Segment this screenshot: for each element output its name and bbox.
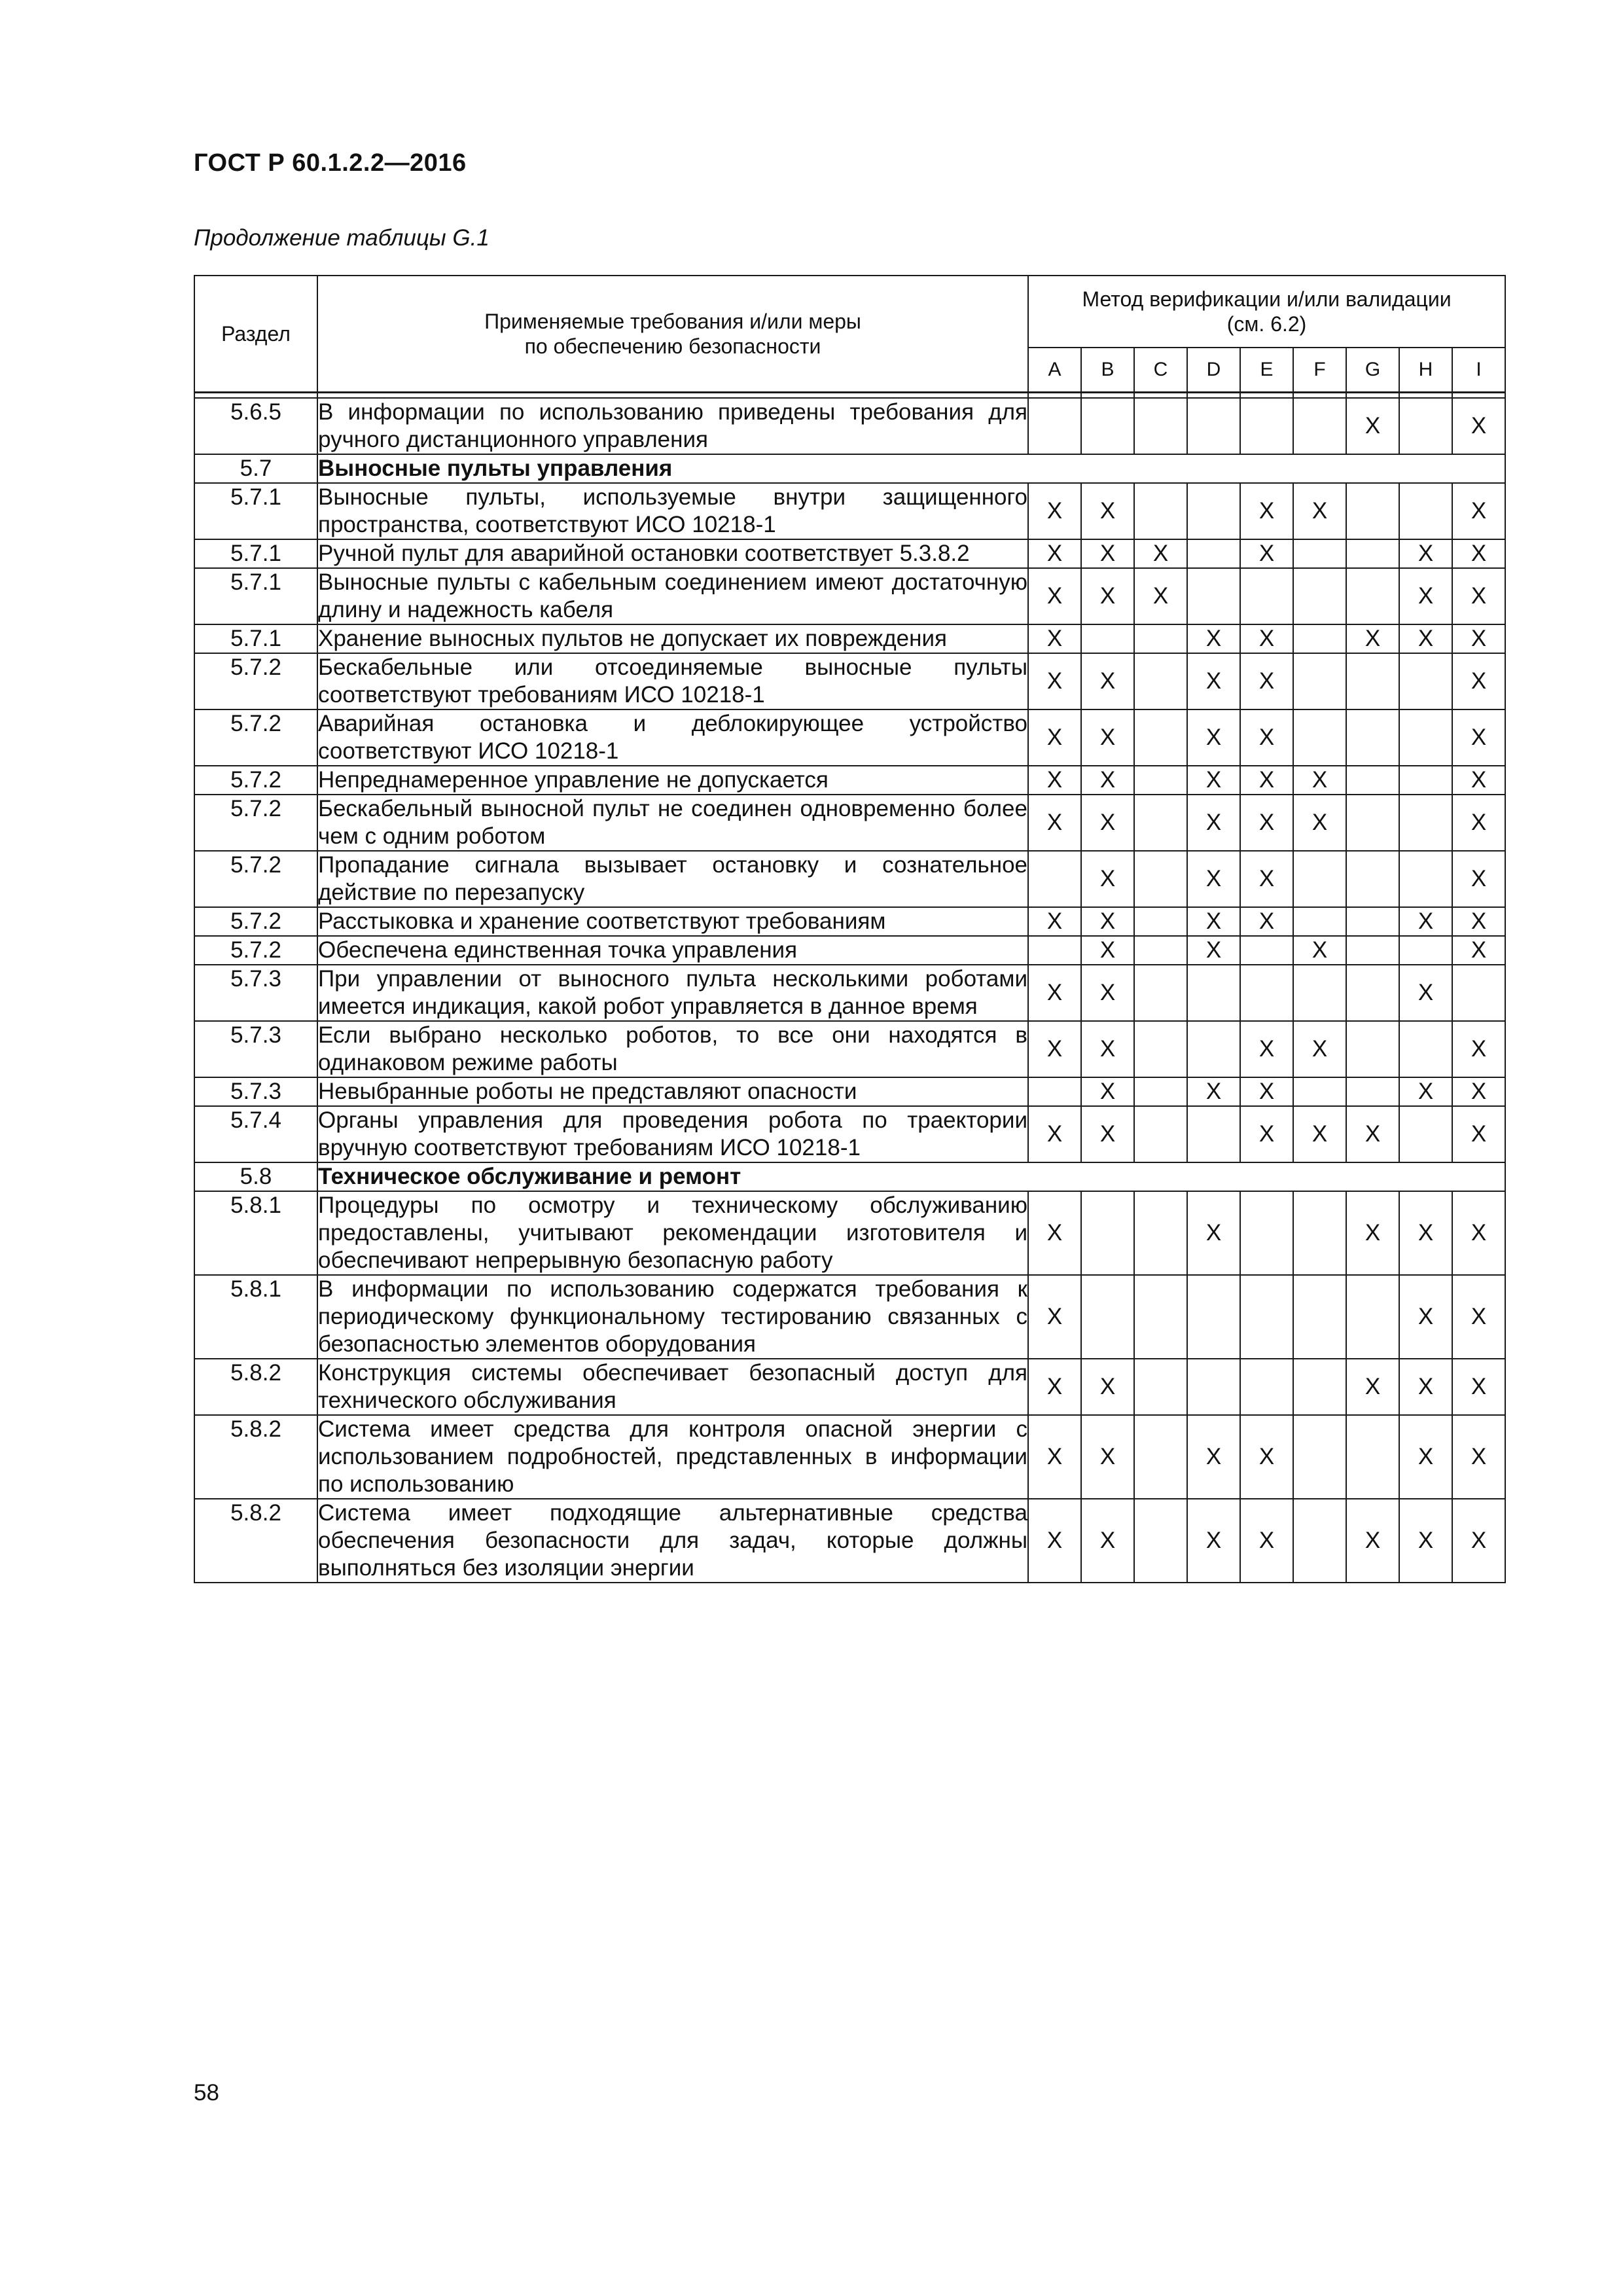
method-mark — [1134, 398, 1187, 454]
method-mark: X — [1452, 1191, 1505, 1275]
requirement-text: Расстыковка и хранение соответствуют требованиям — [317, 907, 1028, 936]
table-row — [194, 1021, 1505, 1077]
method-mark: X — [1187, 1077, 1240, 1106]
requirement-text: Бескабельные или отсоединяемые выносные пульты соответствуют требованиям ИСО 10218-1 — [317, 653, 1028, 709]
method-mark — [1293, 539, 1346, 568]
table-row — [194, 965, 1505, 1021]
method-mark — [1240, 398, 1293, 454]
method-mark — [1187, 1106, 1240, 1162]
method-mark: X — [1452, 624, 1505, 653]
method-mark — [1134, 1275, 1187, 1359]
method-mark: X — [1081, 1021, 1134, 1077]
method-mark — [1399, 709, 1452, 766]
method-mark — [1293, 398, 1346, 454]
method-mark: X — [1028, 965, 1081, 1021]
section-number: 5.7 — [194, 454, 317, 483]
header-method — [1028, 276, 1505, 348]
method-mark: X — [1028, 1191, 1081, 1275]
method-mark — [1134, 1359, 1187, 1415]
method-mark — [1134, 907, 1187, 936]
method-mark: X — [1399, 965, 1452, 1021]
method-mark — [1134, 1106, 1187, 1162]
section-number: 5.7.2 — [194, 653, 317, 709]
method-mark: X — [1134, 568, 1187, 624]
method-mark — [1028, 1077, 1081, 1106]
section-number: 5.7.4 — [194, 1106, 317, 1162]
method-mark: X — [1452, 653, 1505, 709]
method-letter: B — [1081, 348, 1134, 393]
method-mark — [1081, 1275, 1134, 1359]
method-mark: X — [1293, 766, 1346, 795]
method-mark: X — [1134, 539, 1187, 568]
method-mark — [1346, 965, 1399, 1021]
section-number: 5.6.5 — [194, 398, 317, 454]
table-row — [194, 1499, 1505, 1583]
method-mark — [1187, 1275, 1240, 1359]
table-body — [194, 398, 1505, 1583]
page-number: 58 — [194, 2080, 219, 2106]
section-number: 5.7.2 — [194, 795, 317, 851]
table-row — [194, 653, 1505, 709]
method-mark — [1293, 568, 1346, 624]
method-mark: X — [1187, 624, 1240, 653]
method-mark: X — [1293, 1106, 1346, 1162]
method-mark: X — [1028, 653, 1081, 709]
header-separator — [194, 393, 1505, 399]
method-mark — [1081, 624, 1134, 653]
method-mark — [1346, 1021, 1399, 1077]
table-row — [194, 1077, 1505, 1106]
method-mark: X — [1081, 1415, 1134, 1499]
method-mark: X — [1293, 936, 1346, 965]
method-mark: X — [1081, 539, 1134, 568]
header-requirements-line2: по обеспечению безопасности — [524, 334, 821, 358]
method-mark: X — [1452, 709, 1505, 766]
table-row — [194, 1275, 1505, 1359]
method-mark: X — [1081, 1077, 1134, 1106]
method-mark: X — [1081, 483, 1134, 539]
method-mark — [1346, 709, 1399, 766]
table-row — [194, 539, 1505, 568]
method-mark: X — [1028, 1359, 1081, 1415]
method-mark: X — [1240, 1499, 1293, 1583]
method-mark: X — [1081, 653, 1134, 709]
method-mark — [1240, 1359, 1293, 1415]
method-mark: X — [1452, 1106, 1505, 1162]
method-mark: X — [1081, 1106, 1134, 1162]
method-mark — [1399, 1021, 1452, 1077]
method-mark — [1293, 965, 1346, 1021]
method-mark — [1134, 1191, 1187, 1275]
method-mark: X — [1293, 1021, 1346, 1077]
method-mark: X — [1028, 1021, 1081, 1077]
method-mark: X — [1081, 795, 1134, 851]
section-number: 5.7.2 — [194, 709, 317, 766]
method-mark: X — [1240, 709, 1293, 766]
requirement-text: Если выбрано несколько роботов, то все они находятся в одинаковом режиме работы — [317, 1021, 1028, 1077]
method-mark — [1293, 907, 1346, 936]
method-mark — [1240, 1275, 1293, 1359]
method-mark: X — [1399, 539, 1452, 568]
method-mark — [1134, 1021, 1187, 1077]
method-mark — [1240, 568, 1293, 624]
verification-table — [194, 275, 1506, 1583]
method-mark — [1346, 653, 1399, 709]
method-mark: X — [1346, 1191, 1399, 1275]
section-number: 5.7.2 — [194, 766, 317, 795]
method-mark — [1293, 1191, 1346, 1275]
method-mark — [1134, 936, 1187, 965]
method-mark — [1187, 483, 1240, 539]
table-section-heading-row — [194, 1162, 1505, 1191]
method-mark — [1081, 1191, 1134, 1275]
method-mark: X — [1240, 1021, 1293, 1077]
method-mark — [1346, 795, 1399, 851]
method-mark — [1293, 1359, 1346, 1415]
method-mark — [1293, 709, 1346, 766]
method-mark — [1293, 1077, 1346, 1106]
method-mark — [1028, 398, 1081, 454]
table-row — [194, 907, 1505, 936]
method-mark — [1346, 1275, 1399, 1359]
method-mark — [1293, 851, 1346, 907]
method-mark: X — [1293, 795, 1346, 851]
method-mark: X — [1187, 907, 1240, 936]
requirement-text: Ручной пульт для аварийной остановки соответствует 5.3.8.2 — [317, 539, 1028, 568]
method-mark — [1399, 1106, 1452, 1162]
method-mark: X — [1452, 398, 1505, 454]
method-mark — [1134, 624, 1187, 653]
method-mark: X — [1028, 766, 1081, 795]
method-mark — [1187, 568, 1240, 624]
method-mark — [1346, 568, 1399, 624]
method-mark: X — [1028, 539, 1081, 568]
method-mark: X — [1081, 1499, 1134, 1583]
method-mark: X — [1346, 1106, 1399, 1162]
section-heading-text: Техническое обслуживание и ремонт — [317, 1162, 1505, 1191]
method-mark: X — [1028, 1106, 1081, 1162]
table-caption: Продолжение таблицы G.1 — [194, 225, 490, 251]
method-mark: X — [1187, 851, 1240, 907]
method-mark: X — [1028, 1415, 1081, 1499]
method-mark — [1399, 795, 1452, 851]
requirement-text: Конструкция системы обеспечивает безопасный доступ для технического обслуживания — [317, 1359, 1028, 1415]
method-letter: G — [1346, 348, 1399, 393]
method-mark — [1134, 795, 1187, 851]
requirement-text: Пропадание сигнала вызывает остановку и сознательное действие по перезапуску — [317, 851, 1028, 907]
section-number: 5.7.3 — [194, 1077, 317, 1106]
method-mark: X — [1452, 907, 1505, 936]
method-mark — [1187, 1021, 1240, 1077]
header-section: Раздел — [194, 276, 317, 393]
method-mark: X — [1187, 1499, 1240, 1583]
method-mark: X — [1240, 907, 1293, 936]
method-mark: X — [1399, 1415, 1452, 1499]
method-letter: D — [1187, 348, 1240, 393]
table-row — [194, 795, 1505, 851]
method-mark: X — [1028, 709, 1081, 766]
method-letter: H — [1399, 348, 1452, 393]
method-mark — [1399, 653, 1452, 709]
document-header: ГОСТ Р 60.1.2.2—2016 — [194, 149, 467, 177]
header-method-line1: Метод верификации и/или валидации — [1082, 287, 1452, 311]
method-mark: X — [1399, 568, 1452, 624]
method-mark: X — [1081, 766, 1134, 795]
section-number: 5.7.1 — [194, 539, 317, 568]
method-mark: X — [1240, 653, 1293, 709]
method-letter: A — [1028, 348, 1081, 393]
method-mark — [1293, 1415, 1346, 1499]
table-row — [194, 1106, 1505, 1162]
requirement-text: Выносные пульты с кабельным соединением имеют достаточную длину и надежность кабеля — [317, 568, 1028, 624]
table-row — [194, 568, 1505, 624]
method-mark — [1134, 709, 1187, 766]
header-method-line2: (см. 6.2) — [1226, 312, 1307, 336]
header-requirements — [317, 276, 1028, 393]
method-mark — [1346, 1415, 1399, 1499]
requirement-text: Выносные пульты, используемые внутри защищенного пространства, соответствуют ИСО 10218-1 — [317, 483, 1028, 539]
method-mark — [1346, 907, 1399, 936]
requirement-text: Хранение выносных пультов не допускает их повреждения — [317, 624, 1028, 653]
method-mark: X — [1452, 795, 1505, 851]
method-mark — [1452, 965, 1505, 1021]
method-mark — [1240, 1191, 1293, 1275]
method-mark — [1399, 936, 1452, 965]
requirement-text: Система имеет средства для контроля опасной энергии с использованием подробностей, представленных в информации по использованию — [317, 1415, 1028, 1499]
table-row — [194, 936, 1505, 965]
method-mark: X — [1452, 936, 1505, 965]
method-mark — [1134, 1499, 1187, 1583]
method-mark: X — [1399, 907, 1452, 936]
method-mark: X — [1240, 539, 1293, 568]
table-row — [194, 1415, 1505, 1499]
method-mark — [1134, 653, 1187, 709]
method-mark: X — [1452, 1499, 1505, 1583]
method-letter: E — [1240, 348, 1293, 393]
method-mark: X — [1452, 1359, 1505, 1415]
method-mark — [1399, 851, 1452, 907]
requirement-text: В информации по использованию приведены требования для ручного дистанционного управления — [317, 398, 1028, 454]
requirement-text: При управлении от выносного пульта несколькими роботами имеется индикация, какой робот управляется в данное время — [317, 965, 1028, 1021]
method-letter: C — [1134, 348, 1187, 393]
section-number: 5.8.2 — [194, 1359, 317, 1415]
method-mark: X — [1452, 483, 1505, 539]
method-mark: X — [1240, 483, 1293, 539]
method-mark: X — [1028, 624, 1081, 653]
section-number: 5.7.1 — [194, 568, 317, 624]
method-mark: X — [1187, 766, 1240, 795]
method-mark: X — [1346, 1499, 1399, 1583]
method-mark: X — [1240, 1077, 1293, 1106]
method-mark — [1293, 1499, 1346, 1583]
method-mark — [1187, 1359, 1240, 1415]
method-mark — [1399, 483, 1452, 539]
table-row — [194, 1191, 1505, 1275]
method-mark: X — [1081, 568, 1134, 624]
method-mark: X — [1399, 1275, 1452, 1359]
method-mark — [1187, 398, 1240, 454]
table-row — [194, 851, 1505, 907]
table-row — [194, 624, 1505, 653]
method-mark: X — [1081, 1359, 1134, 1415]
method-letter: F — [1293, 348, 1346, 393]
method-mark: X — [1452, 1077, 1505, 1106]
requirement-text: Система имеет подходящие альтернативные средства обеспечения безопасности для задач, которые должны выполняться без изоляции энергии — [317, 1499, 1028, 1583]
section-number: 5.7.3 — [194, 1021, 317, 1077]
method-mark — [1399, 398, 1452, 454]
method-mark: X — [1081, 907, 1134, 936]
section-number: 5.7.2 — [194, 936, 317, 965]
method-mark — [1346, 936, 1399, 965]
method-letter: I — [1452, 348, 1505, 393]
table-head — [194, 276, 1505, 398]
method-mark: X — [1187, 1191, 1240, 1275]
method-mark: X — [1028, 1275, 1081, 1359]
method-mark — [1293, 624, 1346, 653]
method-mark — [1134, 1077, 1187, 1106]
method-mark: X — [1452, 1021, 1505, 1077]
method-mark — [1134, 965, 1187, 1021]
section-number: 5.8.2 — [194, 1499, 317, 1583]
method-mark — [1134, 483, 1187, 539]
requirement-text: Непреднамеренное управление не допускается — [317, 766, 1028, 795]
method-mark: X — [1028, 795, 1081, 851]
table-row — [194, 709, 1505, 766]
method-mark: X — [1240, 1415, 1293, 1499]
section-number: 5.8 — [194, 1162, 317, 1191]
method-mark: X — [1081, 709, 1134, 766]
method-mark: X — [1240, 766, 1293, 795]
method-mark: X — [1452, 1415, 1505, 1499]
requirement-text: Аварийная остановка и деблокирующее устройство соответствуют ИСО 10218-1 — [317, 709, 1028, 766]
method-mark: X — [1240, 851, 1293, 907]
section-number: 5.7.3 — [194, 965, 317, 1021]
method-mark: X — [1028, 1499, 1081, 1583]
method-mark: X — [1452, 539, 1505, 568]
method-mark: X — [1028, 907, 1081, 936]
method-mark: X — [1346, 624, 1399, 653]
header-requirements-line1: Применяемые требования и/или меры — [484, 310, 861, 333]
method-mark — [1187, 965, 1240, 1021]
method-mark: X — [1452, 766, 1505, 795]
table-section-heading-row — [194, 454, 1505, 483]
method-mark: X — [1399, 624, 1452, 653]
section-number: 5.8.1 — [194, 1191, 317, 1275]
method-mark: X — [1399, 1359, 1452, 1415]
section-number: 5.7.1 — [194, 624, 317, 653]
method-mark: X — [1399, 1191, 1452, 1275]
method-mark: X — [1187, 653, 1240, 709]
method-mark — [1134, 851, 1187, 907]
requirement-text: Обеспечена единственная точка управления — [317, 936, 1028, 965]
method-mark: X — [1187, 795, 1240, 851]
requirement-text: Бескабельный выносной пульт не соединен одновременно более чем с одним роботом — [317, 795, 1028, 851]
method-mark: X — [1399, 1499, 1452, 1583]
method-mark: X — [1187, 936, 1240, 965]
method-mark: X — [1452, 851, 1505, 907]
method-mark: X — [1452, 568, 1505, 624]
method-mark: X — [1452, 1275, 1505, 1359]
method-mark — [1240, 965, 1293, 1021]
method-mark: X — [1240, 624, 1293, 653]
method-mark: X — [1240, 795, 1293, 851]
method-mark — [1346, 766, 1399, 795]
table-row — [194, 766, 1505, 795]
method-mark: X — [1028, 568, 1081, 624]
section-number: 5.8.1 — [194, 1275, 317, 1359]
method-mark — [1346, 483, 1399, 539]
method-mark — [1346, 1077, 1399, 1106]
method-mark — [1081, 398, 1134, 454]
method-mark: X — [1081, 936, 1134, 965]
method-mark — [1346, 539, 1399, 568]
method-mark: X — [1240, 1106, 1293, 1162]
method-mark: X — [1081, 851, 1134, 907]
method-mark — [1134, 766, 1187, 795]
section-number: 5.7.2 — [194, 851, 317, 907]
requirement-text: Процедуры по осмотру и техническому обслуживанию предоставлены, учитывают рекомендации изготовителя и обеспечивают непрерывную безопасную работу — [317, 1191, 1028, 1275]
table-row — [194, 1359, 1505, 1415]
requirement-text: Невыбранные роботы не представляют опасности — [317, 1077, 1028, 1106]
method-mark: X — [1346, 1359, 1399, 1415]
requirement-text: Органы управления для проведения робота по траектории вручную соответствуют требованиям ИСО 10218-1 — [317, 1106, 1028, 1162]
method-mark — [1187, 539, 1240, 568]
method-mark: X — [1187, 1415, 1240, 1499]
method-mark — [1346, 851, 1399, 907]
method-mark: X — [1187, 709, 1240, 766]
method-mark — [1028, 851, 1081, 907]
method-mark: X — [1081, 965, 1134, 1021]
section-number: 5.7.1 — [194, 483, 317, 539]
section-heading-text: Выносные пульты управления — [317, 454, 1505, 483]
method-mark: X — [1399, 1077, 1452, 1106]
method-mark — [1399, 766, 1452, 795]
method-mark — [1293, 653, 1346, 709]
table-row — [194, 398, 1505, 454]
section-number: 5.8.2 — [194, 1415, 317, 1499]
method-mark — [1293, 1275, 1346, 1359]
method-mark — [1240, 936, 1293, 965]
method-mark — [1028, 936, 1081, 965]
method-mark: X — [1028, 483, 1081, 539]
method-mark — [1134, 1415, 1187, 1499]
table-row — [194, 483, 1505, 539]
method-mark: X — [1293, 483, 1346, 539]
requirement-text: В информации по использованию содержатся требования к периодическому функциональному тестированию связанных с безопасностью элементов оборудования — [317, 1275, 1028, 1359]
method-mark: X — [1346, 398, 1399, 454]
section-number: 5.7.2 — [194, 907, 317, 936]
